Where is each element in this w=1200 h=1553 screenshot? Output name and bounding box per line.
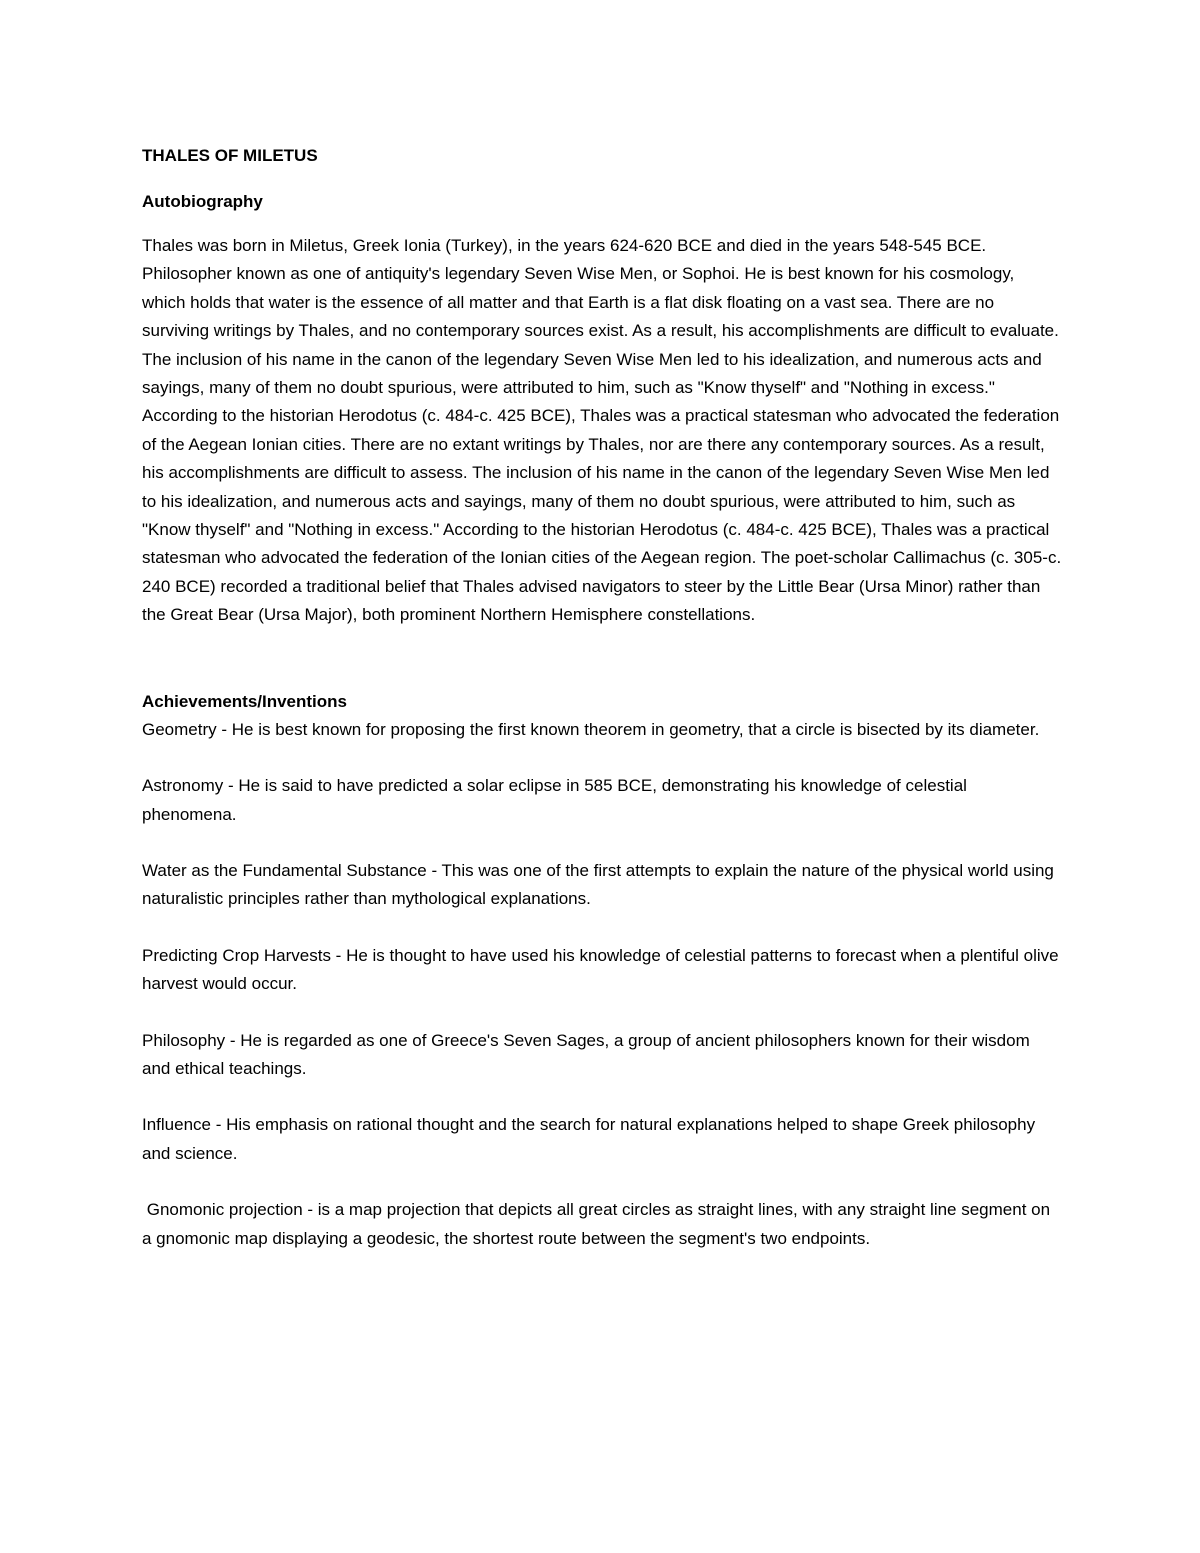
achievement-item-astronomy: Astronomy - He is said to have predicted a solar eclipse in 585 BCE, demonstrating his knowledge of celestial phenomena. xyxy=(142,776,967,824)
achievement-item-gnomonic-projection: Gnomonic projection - is a map projection that depicts all great circles as straight lines, with any straight line segment on a gnomonic map displaying a geodesic, the shortest route between the segment's two endpoints. xyxy=(142,1200,1055,1248)
achievement-item-water: Water as the Fundamental Substance - This was one of the first attempts to explain the nature of the physical world using naturalistic principles rather than mythological explanations. xyxy=(142,860,1054,909)
achievement-item-geometry: Geometry - He is best known for proposing the first known theorem in geometry, that a circle is bisected by its diameter. xyxy=(142,719,1040,739)
autobiography-paragraph: Thales was born in Miletus, Greek Ionia (Turkey), in the years 624-620 BCE and died in the years 548-545 BCE. Philosopher known as one of antiquity's legendary Seven Wise Men, or Sophoi. He is best known for his cosmology, which holds that water is the essence of all matter and that Earth is a flat disk floating on a vast sea. There are no surviving writings by Thales, and no contemporary sources exist. As a result, his accomplishments are difficult to evaluate. The inclusion of his name in the canon of the legendary Seven Wise Men led to his idealization, and numerous acts and sayings, many of them no doubt spurious, were attributed to him, such as "Know thyself" and "Nothing in excess." According to the historian Herodotus (c. 484-c. 425 BCE), Thales was a practical statesman who advocated the federation of the Aegean Ionian cities. There are no extant writings by Thales, nor are there any contemporary sources. As a result, his accomplishments are difficult to assess. The inclusion of his name in the canon of the legendary Seven Wise Men led to his idealization, and numerous acts and sayings, many of them no doubt spurious, were attributed to him, such as "Know thyself" and "Nothing in excess." According to the historian Herodotus (c. 484-c. 425 BCE), Thales was a practical statesman who advocated the federation of the Ionian cities of the Aegean region. The poet-scholar Callimachus (c. 305-c. 240 BCE) recorded a traditional belief that Thales advised navigators to steer by the Little Bear (Ursa Minor) rather than the Great Bear (Ursa Major), both prominent Northern Hemisphere constellations. xyxy=(142,236,1062,625)
document-body xyxy=(142,142,1062,1281)
document-title: THALES OF MILETUS xyxy=(142,146,318,165)
achievement-item-influence: Influence - His emphasis on rational thought and the search for natural explanations helped to shape Greek philosophy and science. xyxy=(142,1115,1036,1163)
achievement-item-philosophy: Philosophy - He is regarded as one of Greece's Seven Sages, a group of ancient philosophers known for their wisdom and ethical teachings. xyxy=(142,1030,1030,1078)
achievements-heading: Achievements/Inventions xyxy=(142,691,348,711)
achievement-item-crop-harvests: Predicting Crop Harvests - He is thought to have used his knowledge of celestial patterns to forecast when a plentiful olive harvest would occur. xyxy=(142,945,1059,994)
autobiography-heading: Autobiography xyxy=(142,192,263,211)
